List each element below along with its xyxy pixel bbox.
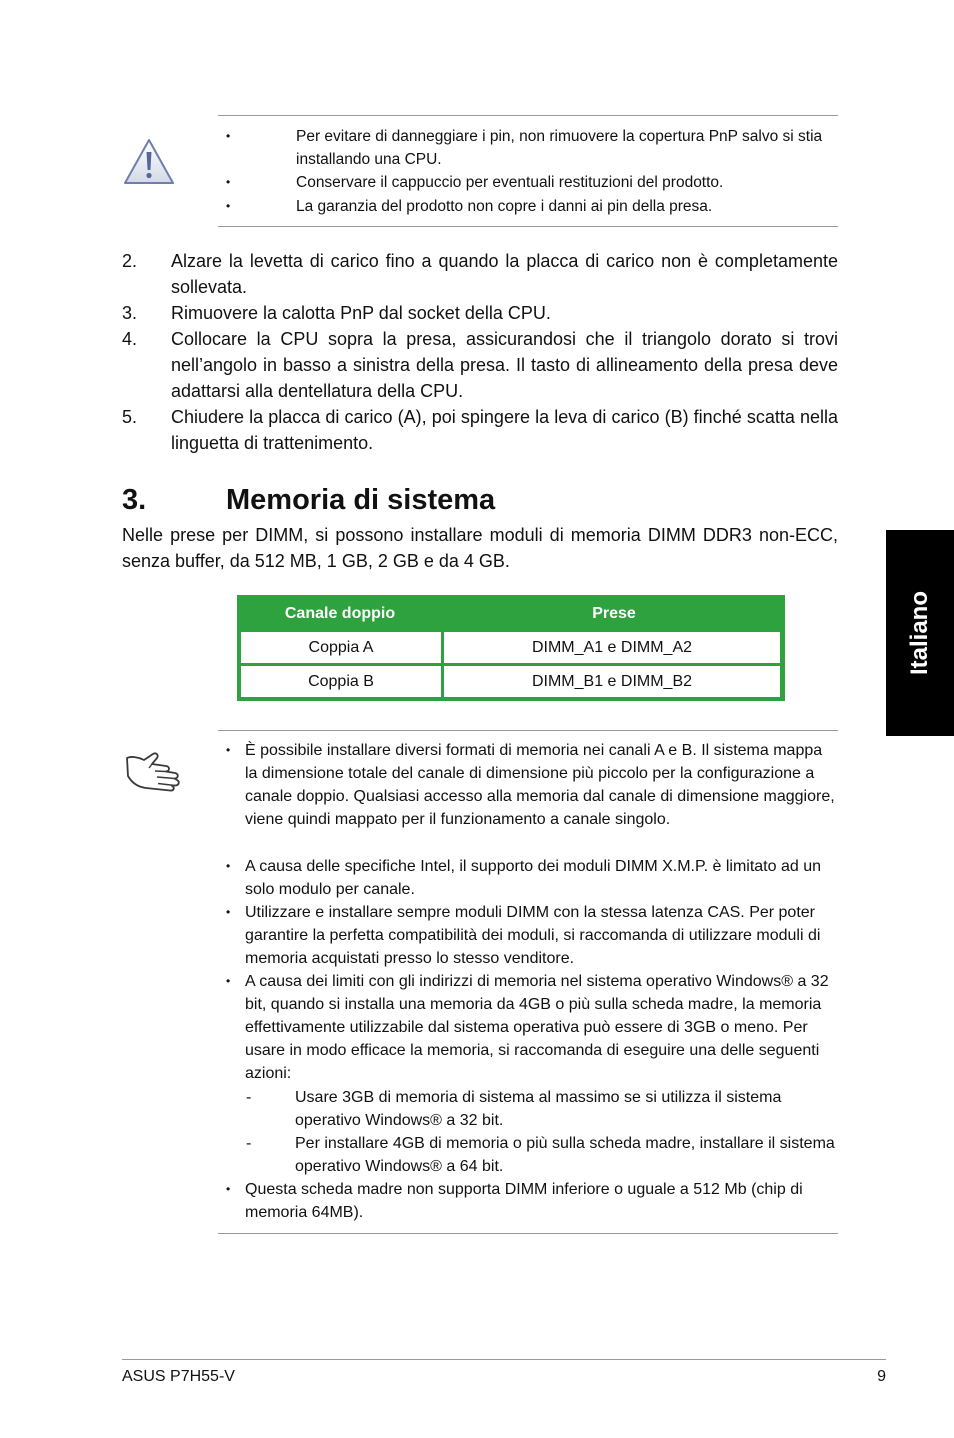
- step-number: 5.: [122, 407, 138, 427]
- step-number: 2.: [122, 251, 138, 271]
- step-text: Rimuovere la calotta PnP dal socket della CPU.: [171, 303, 551, 323]
- footer-rule: [122, 1359, 886, 1360]
- bullet: •: [226, 1182, 231, 1196]
- step-number: 4.: [122, 329, 138, 349]
- dash: -: [246, 1135, 252, 1152]
- intro-paragraph: Nelle prese per DIMM, si possono installare moduli di memoria DIMM DDR3 non-ECC, senza buffer, da 512 MB, 1 GB, 2 GB e da 4 GB.: [122, 525, 838, 571]
- footer-model: ASUS P7H55-V: [122, 1368, 235, 1385]
- bullet: •: [226, 905, 231, 919]
- table-cell: DIMM_B1 e DIMM_B2: [444, 666, 780, 697]
- section-heading: [122, 480, 838, 520]
- step-number: 3.: [122, 303, 138, 323]
- table-header-sockets: Prese: [592, 605, 636, 622]
- note-item-text: È possibile installare diversi formati di memoria nei canali A e B. Il sistema mappa la dimensione totale del canale di dimensione più piccolo per la configurazione a canale doppio. Qualsiasi accesso alla memoria dal canale di dimensione maggiore, viene quindi mappato per il funzionamento a canale singolo.: [245, 742, 835, 829]
- note-item-text: A causa dei limiti con gli indirizzi di memoria nel sistema operativo Windows® a 32 bit, quando si installa una memoria da 4GB o più sulla scheda madre, la memoria effettivamente utilizzabile dal sistema operativa può essere di 3GB o meno. Per usare in modo efficace la memoria, si raccomanda di eseguire una delle seguenti azioni:: [245, 973, 829, 1083]
- note-box: [218, 730, 838, 1234]
- section-title: Memoria di sistema: [226, 484, 496, 516]
- note-item-text: Questa scheda madre non supporta DIMM inferiore o uguale a 512 Mb (chip di memoria 64MB).: [245, 1181, 803, 1222]
- warning-triangle-icon: [122, 137, 176, 187]
- step-text: Collocare la CPU sopra la presa, assicurandosi che il triangolo dorato si trovi nell’angolo in basso a sinistra della presa. Il tasto di allineamento della presa deve adattarsi alla dentellatura della CPU.: [171, 329, 838, 401]
- table-header-channel: Canale doppio: [284, 605, 396, 622]
- caution-box: [218, 115, 838, 227]
- step-text: Chiudere la placca di carico (A), poi spingere la leva di carico (B) finché scatta nella linguetta di trattenimento.: [171, 407, 838, 453]
- table-cell: Coppia A: [241, 632, 441, 663]
- note-item-text: A causa delle specifiche Intel, il supporto dei moduli DIMM X.M.P. è limitato ad un solo modulo per canale.: [245, 858, 821, 899]
- note-subitem-text: Per installare 4GB di memoria o più sulla scheda madre, installare il sistema operativo Windows® a 64 bit.: [295, 1135, 835, 1176]
- table-cell: Coppia B: [241, 666, 441, 697]
- language-label: Italiano: [906, 591, 933, 676]
- language-side-tab: [886, 530, 954, 736]
- section-number: 3.: [122, 484, 147, 516]
- page-number: 9: [877, 1368, 886, 1385]
- dimm-channel-table: [237, 595, 785, 701]
- bullet: •: [226, 859, 231, 873]
- bullet: •: [226, 199, 231, 213]
- note-item-text: Utilizzare e installare sempre moduli DIMM con la stessa latenza CAS. Per poter garantire la perfetta compatibilità dei moduli, si raccomanda di utilizzare moduli di memoria acquistati presso lo stesso venditore.: [245, 904, 821, 968]
- table-cell: DIMM_A1 e DIMM_A2: [444, 632, 780, 663]
- bullet: •: [226, 974, 231, 988]
- caution-item-text: Conservare il cappuccio per eventuali restituzioni del prodotto.: [296, 174, 724, 191]
- pointing-hand-icon: [122, 744, 186, 792]
- bullet: •: [226, 743, 231, 757]
- step-text: Alzare la levetta di carico fino a quando la placca di carico non è completamente sollevata.: [171, 251, 838, 297]
- note-subitem-text: Usare 3GB di memoria di sistema al massimo se si utilizza il sistema operativo Windows® a 32 bit.: [295, 1089, 782, 1130]
- bullet: •: [226, 175, 231, 189]
- caution-item-text: Per evitare di danneggiare i pin, non rimuovere la copertura PnP salvo si stia installando una CPU.: [296, 128, 823, 168]
- caution-item-text: La garanzia del prodotto non copre i danni ai pin della presa.: [296, 198, 713, 215]
- dash: -: [246, 1089, 252, 1106]
- bullet: •: [226, 129, 231, 143]
